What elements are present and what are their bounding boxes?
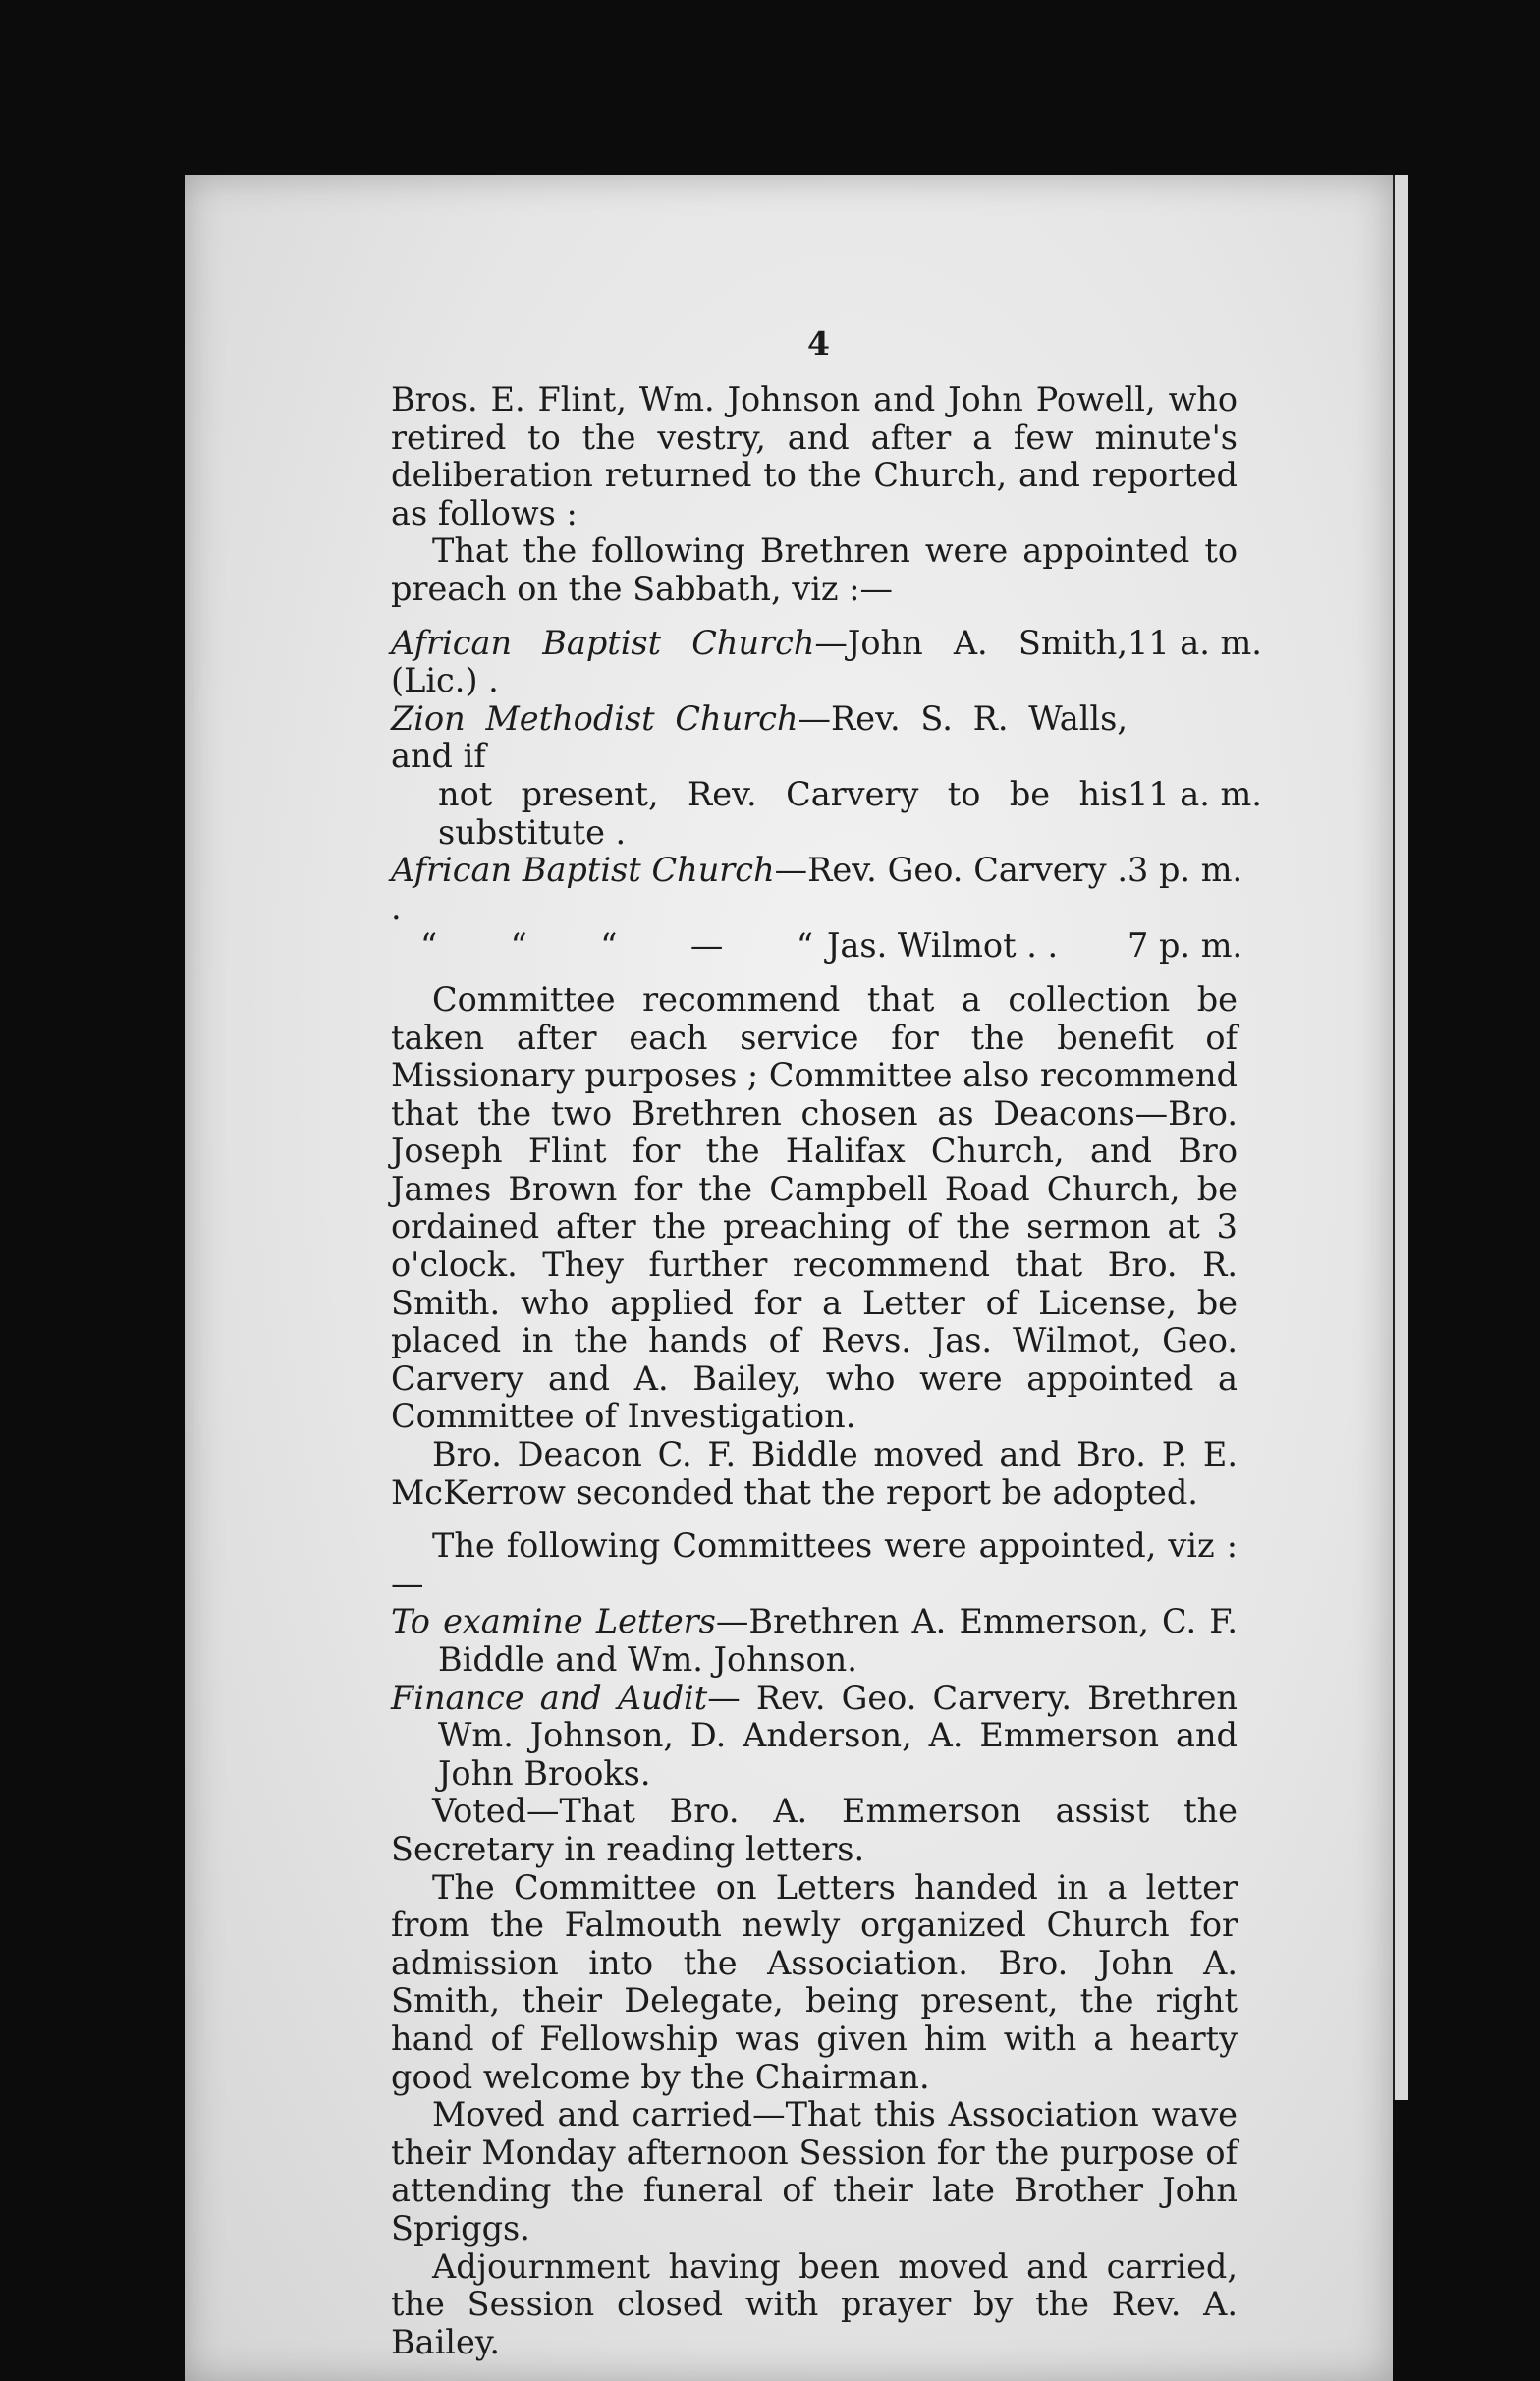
church-name: African Baptist Church [391, 623, 815, 662]
schedule-row [391, 623, 1262, 700]
page-body [391, 380, 1262, 2361]
preacher: —Rev. Geo. Carvery . . [391, 851, 1128, 927]
next-page-edge [1393, 175, 1408, 2100]
paragraph-committee-report: Bros. E. Flint, Wm. Johnson and John Powell, who retired to the vestry, and after a few minute's deliberation returned to the Church, and reported as follows : [391, 380, 1238, 532]
paragraph-falmouth-letter: The Committee on Letters handed in a letter from the Falmouth newly organized Church for admission into the Association. Bro. John A. Smith, their Delegate, being present, the right hand of Fellowship was given him with a hearty good welcome by the Chairman. [391, 1867, 1238, 2096]
preaching-schedule [391, 623, 1262, 966]
committee-finance [391, 1680, 1238, 1794]
paragraph-committees-intro: The following Committees were appointed, viz :— [391, 1526, 1238, 1603]
church-name: African Baptist Church [391, 851, 775, 890]
paragraph-motion: Bro. Deacon C. F. Biddle moved and Bro. P. E. McKerrow seconded that the report be adopted. [391, 1435, 1238, 1512]
page-number: 4 [807, 324, 830, 362]
paragraph-recommendations: Committee recommend that a collection be taken after each service for the benefit of Missionary purposes ; Committee also recommend that the two Brethren chosen as Deacons—Bro. Joseph Flint for the Halifax Church, and Bro James Brown for the Campbell Road Church, be ordained after the preaching of the sermon at 3 o'clock. They further recommend that Bro. R. Smith. who applied for a Letter of License, be placed in the hands of Revs. Jas. Wilmot, Geo. Carvery and A. Bailey, who were appointed a Committee of Investigation. [391, 979, 1238, 1436]
church-name: Zion Methodist Church [391, 698, 798, 738]
service-time: 11 a. m. [1128, 623, 1262, 662]
committee-letters [391, 1603, 1238, 1679]
schedule-row-ditto [391, 926, 1243, 966]
paragraph-voted: Voted—That Bro. A. Emmerson assist the Secretary in reading letters. [391, 1792, 1238, 1868]
preacher: not present, Rev. Carvery to be his substitute . [438, 774, 1128, 852]
schedule-row [391, 774, 1262, 852]
schedule-row [391, 700, 1238, 776]
committee-members: — Rev. Geo. Carvery. Brethren Wm. Johnson, D. Anderson, A. Emmerson and John Brooks. [438, 1678, 1238, 1793]
ditto-mark: “ [600, 926, 618, 966]
paragraph-session-waived: Moved and carried—That this Association wave their Monday afternoon Session for the purpose of attending the funeral of their late Brother John Spriggs. [391, 2095, 1238, 2247]
preacher: —Rev. S. R. Walls, and if [391, 698, 1128, 776]
ditto-mark: “ [420, 926, 438, 966]
committee-label: To examine Letters [391, 1602, 716, 1641]
ditto-dash: — [689, 926, 724, 966]
service-time: 11 a. m. [1128, 774, 1262, 813]
committee-label: Finance and Audit [391, 1678, 708, 1717]
schedule-row [391, 851, 1243, 927]
committee-members: —Brethren A. Emmerson, C. F. Biddle and Wm. Johnson. [438, 1602, 1238, 1679]
preacher: Jas. Wilmot . . [827, 926, 1059, 966]
ditto-mark: “ [796, 926, 813, 966]
service-time: 7 p. m. [1128, 926, 1243, 966]
ditto-mark: “ [510, 926, 527, 966]
paragraph-preachers: That the following Brethren were appointed to preach on the Sabbath, viz :— [391, 531, 1238, 608]
service-time: 3 p. m. [1128, 851, 1243, 890]
preacher: —John A. Smith, (Lic.) . [391, 623, 1128, 700]
paragraph-adjournment: Adjournment having been moved and carried, the Session closed with prayer by the Rev. A. Bailey. [391, 2246, 1238, 2361]
